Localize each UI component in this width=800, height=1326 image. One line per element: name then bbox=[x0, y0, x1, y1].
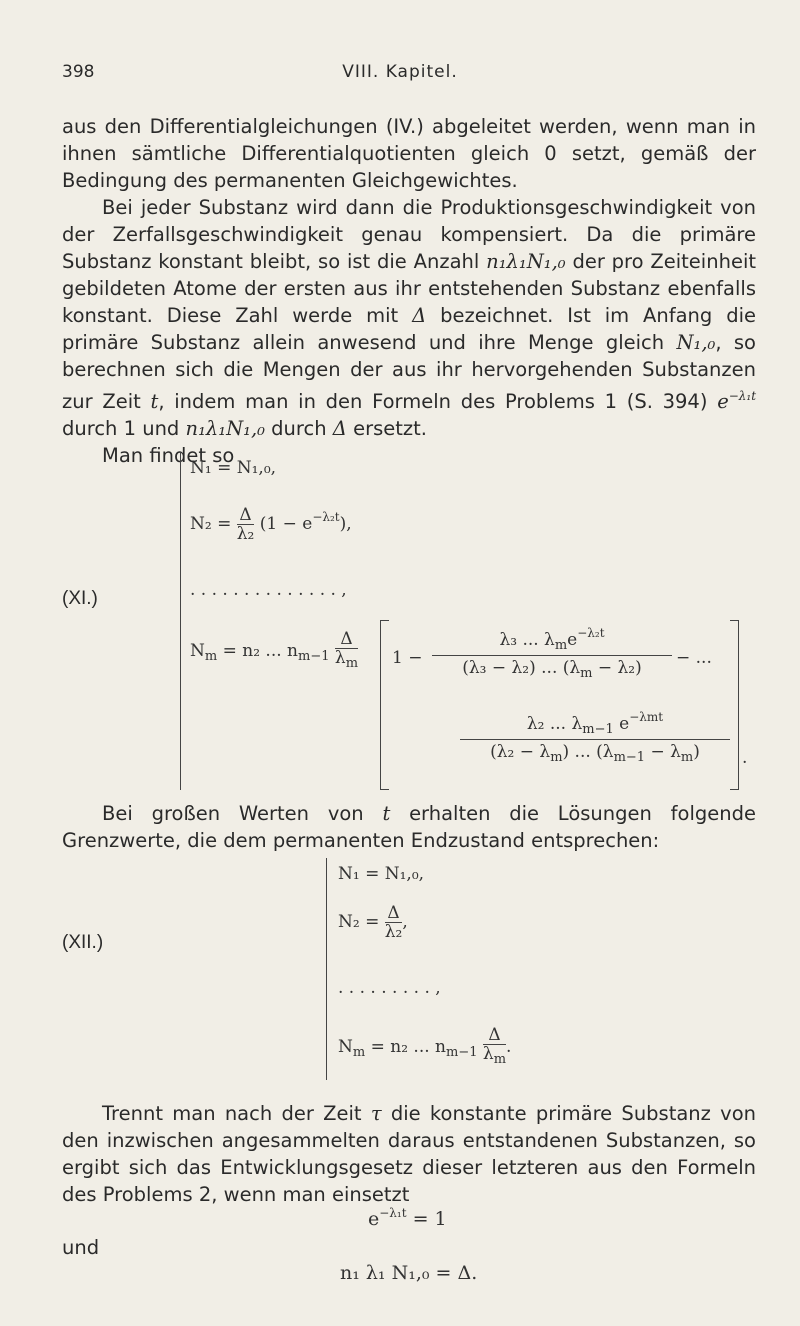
equation-label-xii: (XII.) bbox=[62, 932, 104, 953]
eq-xii-line-1: N₁ = N₁,₀, bbox=[338, 864, 425, 884]
equation-label-xi: (XI.) bbox=[62, 588, 98, 609]
final-equation-2: n₁ λ₁ N₁,₀ = Δ. bbox=[340, 1262, 478, 1284]
body-text-top bbox=[62, 113, 756, 469]
final-equation-1: $e^{-\lambda_1t} = 1$ bbox=[368, 1206, 447, 1230]
eq-xii-dots: . . . . . . . . . , bbox=[338, 978, 441, 998]
equation-brace-xii bbox=[326, 858, 327, 1080]
running-head: VIII. Kapitel. bbox=[342, 62, 458, 82]
eq-xii-line-2: N₂ = $\frac{\Delta}{\text{λ₂}}$ , bbox=[338, 903, 408, 942]
eq-xi-minus-dots: − ... bbox=[676, 648, 712, 668]
right-bracket bbox=[730, 620, 739, 790]
paragraph-1: aus den Differentialgleichungen (IV.) abgeleitet werden, wenn man in ihnen sämtliche Differentialquotienten gleich 0 setzt, gemäß der Bedingung des permanenten Gleichgewichtes. bbox=[62, 115, 756, 192]
eq-xi-end: . bbox=[742, 748, 748, 768]
left-bracket bbox=[380, 620, 389, 790]
eq-xi-line-2: N₂ = $\frac{\Delta}{\text{λ₂}}$ $(1 - e^{-\lambda_2t})$, bbox=[190, 505, 352, 544]
body-text-middle bbox=[62, 800, 756, 854]
eq-xi-dots: . . . . . . . . . . . . . . , bbox=[190, 580, 347, 600]
paragraph-2: Bei jeder Substanz wird dann die Produktionsgeschwindigkeit von der Zerfallsgeschwindigkeit genau kompensiert. Da die primäre Substanz konstant bleibt, so ist die Anzahl n₁λ₁N₁,₀ der pro Zeiteinheit gebildeten Atome der ersten aus ihr entstehenden Substanz ebenfalls konstant. Diese Zahl werde mit Δ bezeichnet. Ist im Anfang die primäre Substanz allein anwesend und ihre Menge gleich N₁,₀, so berechnen sich die Mengen der aus ihr hervorgehenden Substanzen zur Zeit t, indem man in den Formeln des Problems 1 (S. 394) $e^{-\lambda_1t}$ durch 1 und n₁λ₁N₁,₀ durch Δ ersetzt. bbox=[62, 196, 757, 440]
page-header bbox=[62, 62, 738, 86]
paragraph-4: Bei großen Werten von t erhalten die Lösungen folgende Grenzwerte, die dem permanenten Endzustand entsprechen: bbox=[62, 802, 756, 852]
paragraph-5: Trennt man nach der Zeit τ die konstante primäre Substanz von den inzwischen angesammelten daraus entstandenen Substanzen, so ergibt sich das Entwicklungsgesetz dieser letzteren aus den Formeln des Problems 2, wenn man einsetzt bbox=[62, 1102, 756, 1206]
eq-xii-nm: $N_m = n_2$ ... $n_{m-1}$ $\frac{\Delta}{\lambda_m}$ . bbox=[338, 1025, 512, 1067]
eq-xi-nm: $N_m = n_2$ ... $n_{m-1}$ $\frac{\Delta}{\lambda_m}$ bbox=[190, 629, 359, 671]
paragraph-3: Man findet so bbox=[102, 444, 235, 467]
eq-xi-term2: λ₂ ... $\lambda_{m-1}$ $e^{-\lambda mt}$ $(\lambda_2 - \lambda_m)$ ... $(\lambda_{m-1} - \lambda_m)$ bbox=[460, 710, 730, 765]
equation-brace-xi bbox=[180, 452, 181, 790]
eq-xi-line-1: N₁ = N₁,₀, bbox=[190, 458, 277, 478]
word-und: und bbox=[62, 1236, 100, 1259]
eq-xi-term1: λ₃ ... $\lambda_me^{-\lambda_2t}$ (λ₃ − λ₂) ... $(\lambda_m - \lambda_2)$ bbox=[432, 626, 672, 681]
body-text-bottom bbox=[62, 1100, 756, 1208]
eq-xi-one-minus: 1 − bbox=[392, 648, 423, 668]
page-number: 398 bbox=[62, 62, 95, 82]
